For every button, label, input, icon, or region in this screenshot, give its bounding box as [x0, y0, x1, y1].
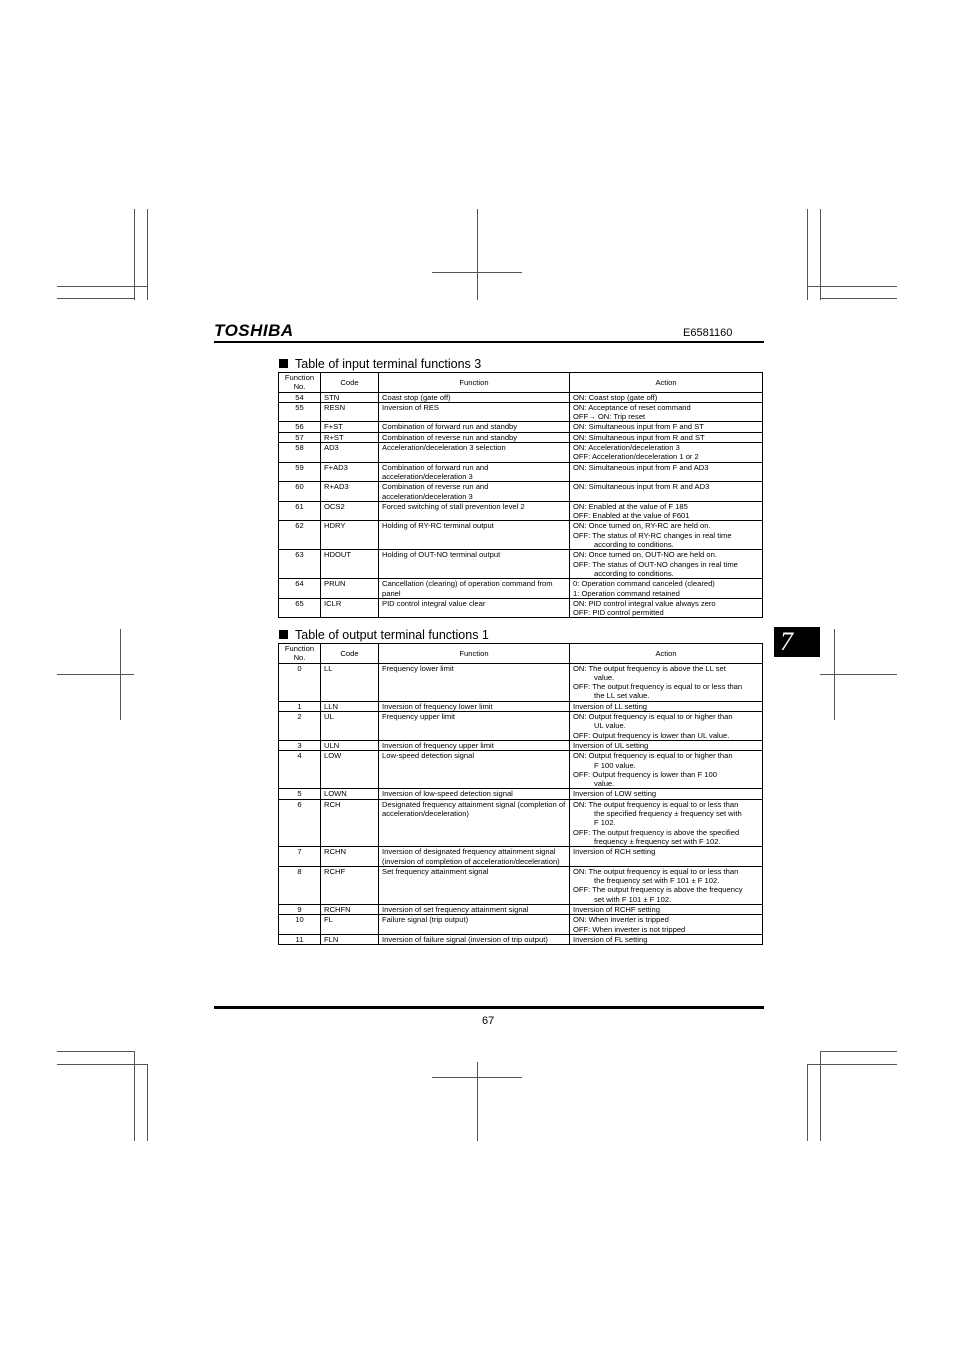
- col-header-function: Function: [379, 373, 570, 393]
- action-line: the LL set value.: [594, 691, 650, 701]
- action-cell: [570, 521, 763, 550]
- input-table-title: [279, 357, 481, 371]
- function-number-cell: 58: [279, 443, 321, 463]
- function-cell: Inversion of frequency upper limit: [379, 740, 570, 750]
- action-line: F 102.: [594, 818, 616, 828]
- action-line: Inversion of UL setting: [573, 740, 649, 750]
- action-line: ON: Simultaneous input from F and ST: [573, 422, 704, 432]
- function-cell: Inversion of designated frequency attainment signal (inversion of completion of acceleration/deceleration): [379, 847, 570, 867]
- table-row: [279, 915, 763, 935]
- action-cell: [570, 712, 763, 741]
- action-cell: [570, 392, 763, 402]
- function-cell: Holding of RY-RC terminal output: [379, 521, 570, 550]
- function-number-cell: 60: [279, 482, 321, 502]
- code-cell: LOWN: [321, 789, 379, 799]
- action-cell: [570, 905, 763, 915]
- function-cell: Inversion of low-speed detection signal: [379, 789, 570, 799]
- code-cell: ULN: [321, 740, 379, 750]
- code-cell: AD3: [321, 443, 379, 463]
- action-line: Inversion of FL setting: [573, 934, 648, 944]
- action-line: according to conditions.: [594, 568, 674, 578]
- chapter-tab: 7: [774, 627, 820, 657]
- table-row: [279, 443, 763, 463]
- input-terminal-table: [278, 372, 763, 618]
- table-row: [279, 712, 763, 741]
- action-line: ON: The output frequency is equal to or less than: [573, 866, 739, 876]
- action-cell: [570, 866, 763, 904]
- square-bullet-icon: [279, 359, 288, 368]
- action-cell: [570, 402, 763, 422]
- table-row: [279, 402, 763, 422]
- action-line: Inversion of RCH setting: [573, 847, 656, 857]
- function-number-cell: 65: [279, 598, 321, 618]
- code-cell: OCS2: [321, 501, 379, 521]
- code-cell: FL: [321, 915, 379, 935]
- function-number-cell: 63: [279, 550, 321, 579]
- table-row: [279, 701, 763, 711]
- output-table-title: [279, 628, 489, 642]
- function-cell: Low-speed detection signal: [379, 751, 570, 789]
- function-number-cell: 9: [279, 905, 321, 915]
- function-number-cell: 64: [279, 579, 321, 599]
- col-header-action: Action: [570, 644, 763, 664]
- action-line: OFF: Output frequency is lower than UL value.: [573, 730, 730, 740]
- action-line: ON: Acceptance of reset command: [573, 402, 691, 412]
- action-line: OFF: Output frequency is lower than F 100: [573, 769, 717, 779]
- function-cell: Forced switching of stall prevention level 2: [379, 501, 570, 521]
- action-line: 1: Operation command retained: [573, 588, 680, 598]
- action-cell: [570, 751, 763, 789]
- code-cell: HDRY: [321, 521, 379, 550]
- function-number-cell: 54: [279, 392, 321, 402]
- action-line: OFF: PID control permitted: [573, 608, 664, 618]
- action-line: OFF: When inverter is not tripped: [573, 924, 686, 934]
- function-number-cell: 6: [279, 799, 321, 846]
- table-row: [279, 598, 763, 618]
- col-header-function: Function: [379, 644, 570, 664]
- action-line: ON: The output frequency is equal to or less than: [573, 799, 739, 809]
- table-row: [279, 462, 763, 482]
- code-cell: RCHN: [321, 847, 379, 867]
- action-line: ON: Acceleration/deceleration 3: [573, 443, 680, 453]
- function-number-cell: 56: [279, 422, 321, 432]
- table-row: [279, 482, 763, 502]
- table-row: [279, 934, 763, 944]
- function-cell: Combination of forward run and standby: [379, 422, 570, 432]
- function-number-cell: 4: [279, 751, 321, 789]
- table-row: [279, 799, 763, 846]
- code-cell: ICLR: [321, 598, 379, 618]
- function-number-cell: 11: [279, 934, 321, 944]
- header-row: [279, 644, 763, 664]
- code-cell: RCHF: [321, 866, 379, 904]
- col-header-no: Function No.: [279, 644, 321, 664]
- output-terminal-table: [278, 643, 763, 945]
- table-row: [279, 501, 763, 521]
- function-cell: Inversion of RES: [379, 402, 570, 422]
- action-line: ON: The output frequency is above the LL set: [573, 663, 726, 673]
- function-cell: Inversion of frequency lower limit: [379, 701, 570, 711]
- action-cell: [570, 579, 763, 599]
- action-line: frequency ± frequency set with F 102.: [594, 836, 721, 846]
- action-line: 0: Operation command canceled (cleared): [573, 579, 715, 589]
- table-row: [279, 550, 763, 579]
- function-number-cell: 59: [279, 462, 321, 482]
- action-line: Inversion of RCHF setting: [573, 905, 660, 915]
- header-rule: [214, 341, 764, 343]
- code-cell: PRUN: [321, 579, 379, 599]
- table-row: [279, 789, 763, 799]
- action-line: ON: Simultaneous input from R and AD3: [573, 482, 710, 492]
- code-cell: LL: [321, 663, 379, 701]
- table-row: [279, 866, 763, 904]
- table-row: [279, 847, 763, 867]
- document-number: E6581160: [683, 327, 733, 339]
- action-line: value.: [594, 672, 615, 682]
- action-cell: [570, 482, 763, 502]
- footer-rule: [214, 1006, 764, 1009]
- code-cell: STN: [321, 392, 379, 402]
- col-header-code: Code: [321, 644, 379, 664]
- col-header-code: Code: [321, 373, 379, 393]
- action-line: the specified frequency ± frequency set with: [594, 809, 742, 819]
- code-cell: RESN: [321, 402, 379, 422]
- function-cell: Combination of forward run and acceleration/deceleration 3: [379, 462, 570, 482]
- table-row: [279, 392, 763, 402]
- action-line: value.: [594, 779, 615, 789]
- code-cell: F+ST: [321, 422, 379, 432]
- action-line: ON: Output frequency is equal to or higher than: [573, 712, 733, 722]
- header-row: [279, 373, 763, 393]
- col-header-no: Function No.: [279, 373, 321, 393]
- action-line: ON: Coast stop (gate off): [573, 392, 658, 402]
- function-number-cell: 1: [279, 701, 321, 711]
- function-cell: Set frequency attainment signal: [379, 866, 570, 904]
- function-cell: PID control integral value clear: [379, 598, 570, 618]
- action-line: ON: Output frequency is equal to or higher than: [573, 751, 733, 761]
- function-cell: Combination of reverse run and acceleration/deceleration 3: [379, 482, 570, 502]
- action-line: Inversion of LOW setting: [573, 789, 657, 799]
- function-number-cell: 7: [279, 847, 321, 867]
- function-number-cell: 10: [279, 915, 321, 935]
- toshiba-logo: TOSHIBA: [214, 321, 294, 340]
- function-cell: Inversion of failure signal (inversion of trip output): [379, 934, 570, 944]
- action-line: OFF→ ON: Trip reset: [573, 412, 646, 422]
- function-number-cell: 5: [279, 789, 321, 799]
- code-cell: RCH: [321, 799, 379, 846]
- function-cell: Inversion of set frequency attainment signal: [379, 905, 570, 915]
- action-line: OFF: The status of RY-RC changes in real time: [573, 530, 732, 540]
- table-row: [279, 521, 763, 550]
- code-cell: FLN: [321, 934, 379, 944]
- action-line: ON: Simultaneous input from R and ST: [573, 432, 705, 442]
- action-line: OFF: The output frequency is above the specified: [573, 827, 740, 837]
- code-cell: UL: [321, 712, 379, 741]
- function-cell: Cancellation (clearing) of operation command from panel: [379, 579, 570, 599]
- table-row: [279, 740, 763, 750]
- action-cell: [570, 462, 763, 482]
- page-number: 67: [482, 1015, 495, 1027]
- function-number-cell: 8: [279, 866, 321, 904]
- action-cell: [570, 915, 763, 935]
- code-cell: F+AD3: [321, 462, 379, 482]
- function-cell: Acceleration/deceleration 3 selection: [379, 443, 570, 463]
- action-line: OFF: The status of OUT-NO changes in real time: [573, 559, 738, 569]
- action-cell: [570, 740, 763, 750]
- action-line: set with F 101 ± F 102.: [594, 894, 672, 904]
- action-cell: [570, 432, 763, 442]
- action-line: ON: PID control integral value always zero: [573, 598, 716, 608]
- action-line: ON: Once turned on, RY-RC are held on.: [573, 521, 711, 531]
- table-row: [279, 422, 763, 432]
- action-cell: [570, 799, 763, 846]
- action-line: OFF: The output frequency is above the frequency: [573, 885, 743, 895]
- action-cell: [570, 789, 763, 799]
- function-number-cell: 61: [279, 501, 321, 521]
- action-line: OFF: Enabled at the value of F601: [573, 511, 690, 521]
- table-row: [279, 663, 763, 701]
- table-row: [279, 751, 763, 789]
- action-line: ON: When inverter is tripped: [573, 915, 669, 925]
- input-table-title-text: Table of input terminal functions 3: [295, 357, 482, 371]
- code-cell: RCHFN: [321, 905, 379, 915]
- action-line: the frequency set with F 101 ± F 102.: [594, 876, 720, 886]
- action-cell: [570, 663, 763, 701]
- action-cell: [570, 550, 763, 579]
- function-cell: Combination of reverse run and standby: [379, 432, 570, 442]
- function-number-cell: 3: [279, 740, 321, 750]
- function-cell: Frequency lower limit: [379, 663, 570, 701]
- code-cell: R+ST: [321, 432, 379, 442]
- table-row: [279, 905, 763, 915]
- action-line: UL value.: [594, 721, 626, 731]
- col-header-action: Action: [570, 373, 763, 393]
- function-number-cell: 57: [279, 432, 321, 442]
- action-cell: [570, 934, 763, 944]
- function-number-cell: 62: [279, 521, 321, 550]
- function-number-cell: 2: [279, 712, 321, 741]
- action-cell: [570, 701, 763, 711]
- action-cell: [570, 847, 763, 867]
- action-line: Inversion of LL setting: [573, 701, 648, 711]
- table-row: [279, 579, 763, 599]
- function-cell: Failure signal (trip output): [379, 915, 570, 935]
- action-cell: [570, 443, 763, 463]
- action-cell: [570, 501, 763, 521]
- function-cell: Holding of OUT-NO terminal output: [379, 550, 570, 579]
- function-number-cell: 0: [279, 663, 321, 701]
- action-line: F 100 value.: [594, 760, 636, 770]
- square-bullet-icon: [279, 630, 288, 639]
- function-cell: Frequency upper limit: [379, 712, 570, 741]
- action-line: ON: Once turned on, OUT-NO are held on.: [573, 550, 717, 560]
- action-line: according to conditions.: [594, 540, 674, 550]
- action-line: ON: Simultaneous input from F and AD3: [573, 462, 709, 472]
- output-table-title-text: Table of output terminal functions 1: [295, 628, 489, 642]
- table-row: [279, 432, 763, 442]
- function-cell: Designated frequency attainment signal (completion of acceleration/deceleration): [379, 799, 570, 846]
- action-cell: [570, 422, 763, 432]
- function-cell: Coast stop (gate off): [379, 392, 570, 402]
- function-number-cell: 55: [279, 402, 321, 422]
- code-cell: R+AD3: [321, 482, 379, 502]
- action-cell: [570, 598, 763, 618]
- action-line: OFF: The output frequency is equal to or less than: [573, 682, 743, 692]
- action-line: ON: Enabled at the value of F 185: [573, 501, 688, 511]
- action-line: OFF: Acceleration/deceleration 1 or 2: [573, 452, 699, 462]
- code-cell: LLN: [321, 701, 379, 711]
- code-cell: HDOUT: [321, 550, 379, 579]
- code-cell: LOW: [321, 751, 379, 789]
